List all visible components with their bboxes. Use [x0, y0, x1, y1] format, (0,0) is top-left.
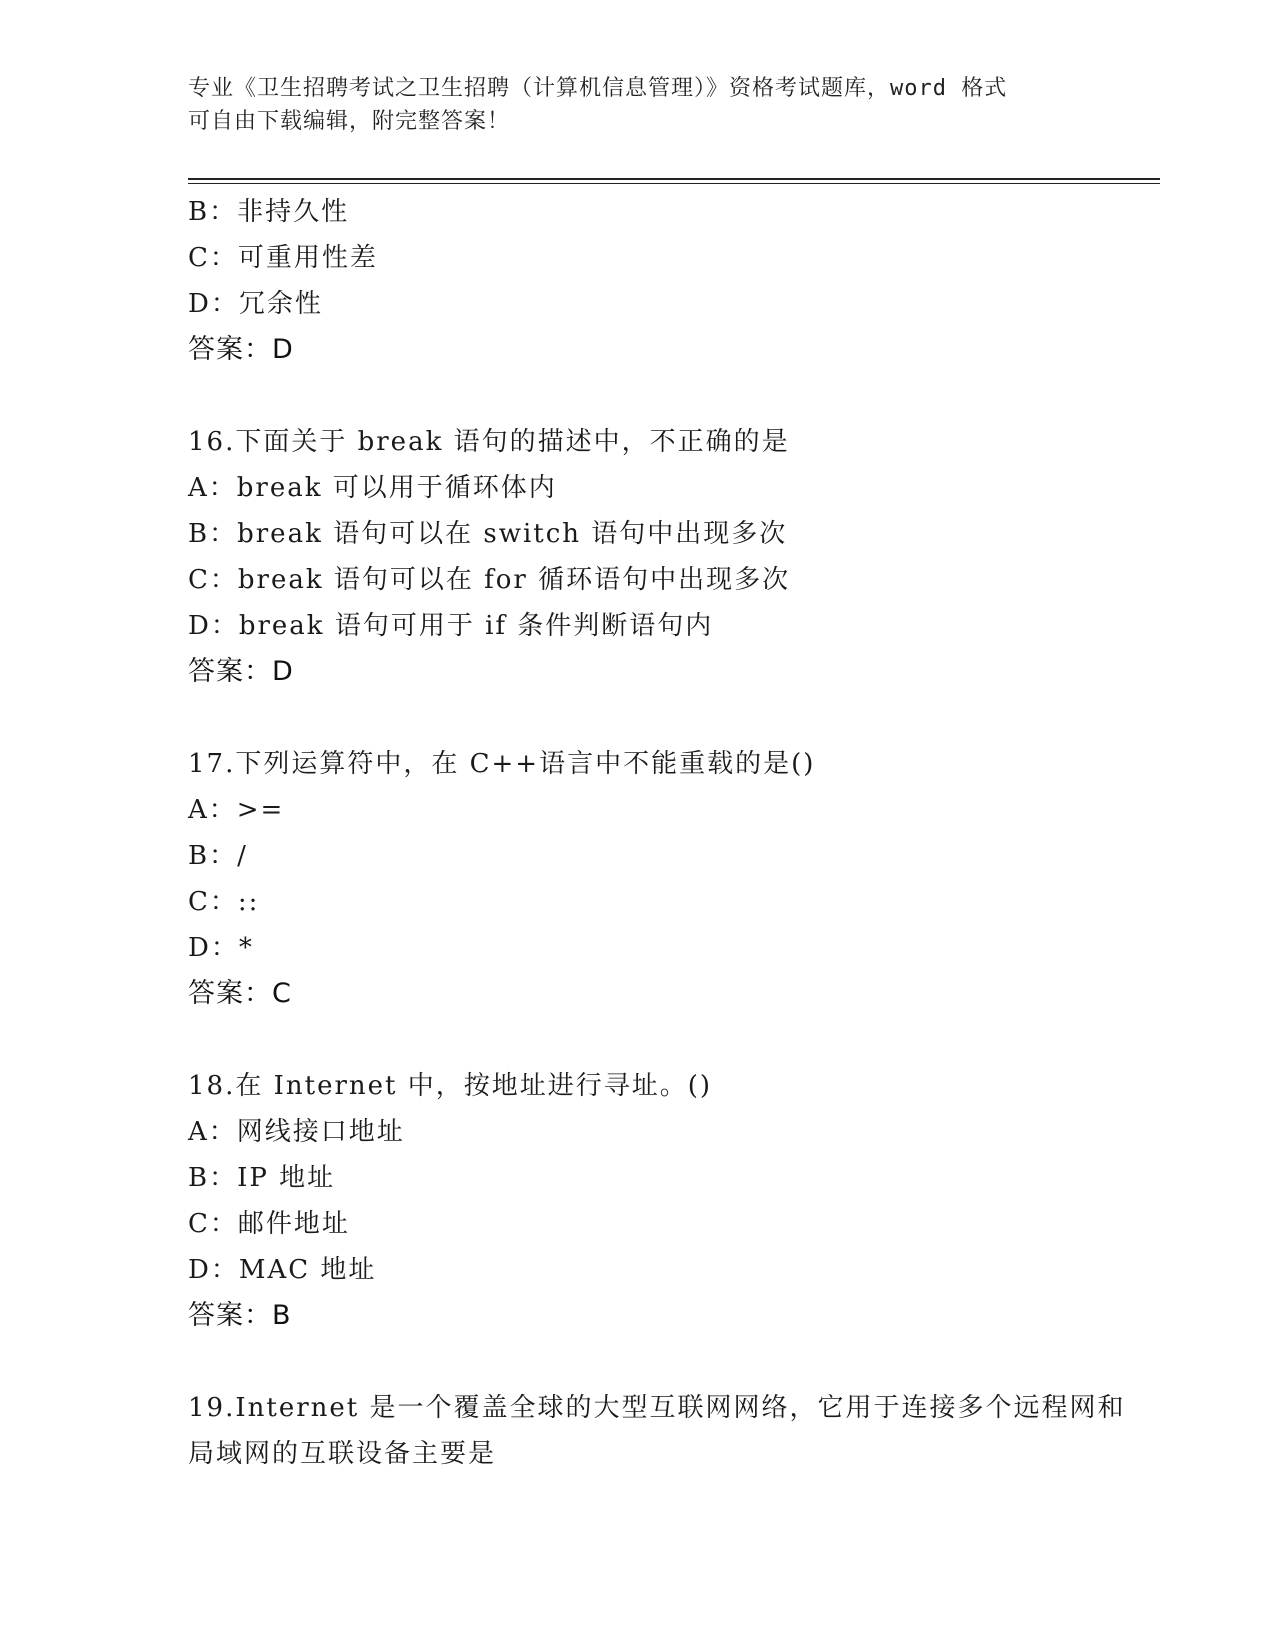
question-stem: 19.Internet 是一个覆盖全球的大型互联网网络，它用于连接多个远程网和局域网的互联设备主要是: [188, 1393, 1126, 1469]
page-header: [188, 72, 1088, 138]
question-list: [188, 189, 1148, 1477]
question-17: [188, 741, 1148, 1017]
option-d: D：冗余性: [188, 289, 323, 319]
answer-label: 答案：D: [188, 656, 294, 687]
answer-label: 答案：B: [188, 1300, 292, 1331]
answer-label: 答案：D: [188, 334, 294, 365]
option-c: C：break 语句可以在 for 循环语句中出现多次: [188, 565, 791, 595]
option-c: C：可重用性差: [188, 243, 378, 273]
option-a: A：网线接口地址: [188, 1117, 405, 1147]
question-16: [188, 419, 1148, 695]
question-stem: 18.在 Internet 中，按地址进行寻址。(): [188, 1071, 713, 1101]
question-stem: 17.下列运算符中，在 C++语言中不能重载的是(): [188, 749, 816, 779]
option-c: C：邮件地址: [188, 1209, 350, 1239]
header-line-2: 可自由下载编辑，附完整答案！: [188, 109, 511, 134]
option-a: A：>=: [188, 795, 285, 825]
option-d: D：break 语句可用于 if 条件判断语句内: [188, 611, 714, 641]
header-divider: [188, 178, 1160, 184]
question-stem: 16.下面关于 break 语句的描述中，不正确的是: [188, 427, 790, 457]
option-b: B：IP 地址: [188, 1163, 336, 1193]
question-18: [188, 1063, 1148, 1339]
option-d: D：MAC 地址: [188, 1255, 377, 1285]
option-b: B：/: [188, 841, 248, 871]
option-c: C：::: [188, 887, 260, 917]
question-19: [188, 1385, 1148, 1477]
option-a: A：break 可以用于循环体内: [188, 473, 557, 503]
option-b: B：break 语句可以在 switch 语句中出现多次: [188, 519, 788, 549]
header-line-1: 专业《卫生招聘考试之卫生招聘（计算机信息管理）》资格考试题库，word 格式: [188, 76, 1008, 101]
option-d: D：*: [188, 933, 254, 963]
answer-label: 答案：C: [188, 978, 292, 1009]
question-15-continued: [188, 189, 1148, 373]
option-b: B：非持久性: [188, 197, 350, 227]
